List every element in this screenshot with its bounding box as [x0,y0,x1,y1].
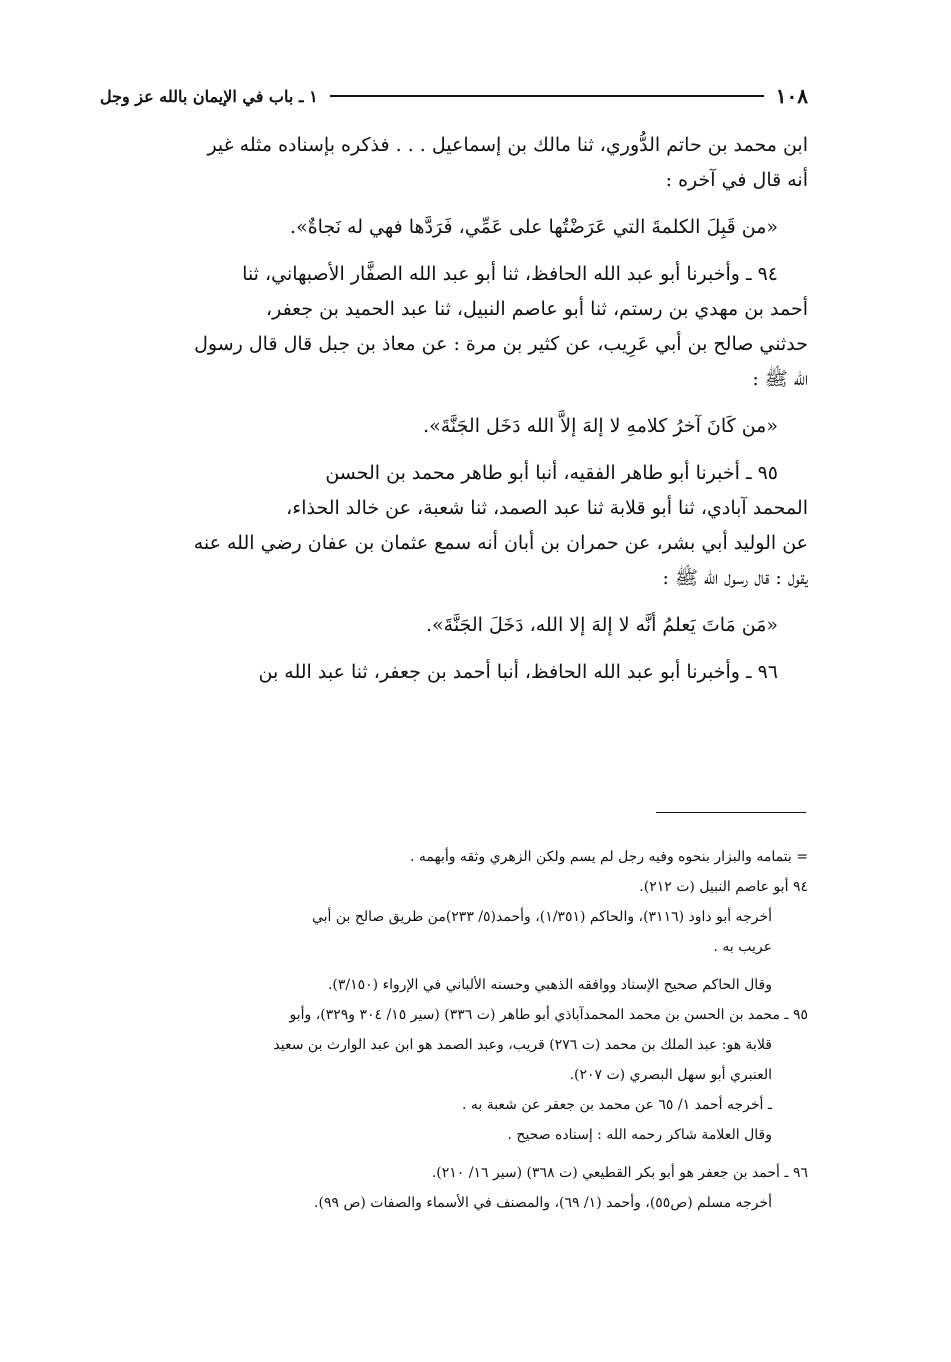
footnote-line: ـ أخرجه أحمد ١/ ٦٥ عن محمد بن جعفر عن شعبة به . [461,1097,772,1113]
header-rule [330,95,764,97]
footnotes [100,842,808,1218]
page-header [100,80,808,112]
hadith-94-start: ٩٤ ـ وأخبرنا أبو عبد الله الحافظ، ثنا أبو عبد الله الصفَّار الأصبهاني، ثنا [242,263,778,285]
footnote-line: وقال العلامة شاكر رحمه الله : إسناده صحيح . [507,1127,772,1143]
text-line: أنه قال في آخره : [665,169,808,191]
text-line: المحمد آبادي، ثنا أبو قلابة ثنا عبد الصمد، ثنا شعبة، عن خالد الحذاء، [286,497,808,519]
footnote-line: أخرجه أبو داود (٣١١٦)، والحاكم (١/٣٥١)، وأحمد(٥/ ٢٣٣)من طريق صالح بن أبي [311,909,772,925]
footnote-separator [656,812,806,813]
text-line: حدثني صالح بن أبي عَرِيب، عن كثير بن مرة : عن معاذ بن جبل قال قال رسول [194,333,808,355]
quote-line: «من قَبِلَ الكلمةَ التي عَرَضْتُها على عَمِّي، فَرَدَّها فهي له نَجاةٌ». [290,216,778,238]
quote-line: «من كَانَ آخرُ كلامهِ لا إلهَ إلاَّ الله دَخَل الجَنَّةَ». [423,415,778,437]
hadith-96-start: ٩٦ ـ وأخبرنا أبو عبد الله الحافظ، أنبا أحمد بن جعفر، ثنا عبد الله بن [258,661,778,683]
footnote-line: أخرجه مسلم (ص٥٥)، وأحمد (١/ ٦٩)، والمصنف في الأسماء والصفات (ص ٩٩). [314,1195,772,1211]
page-number: ١٠٨ [775,84,808,108]
footnote-line: قلابة هو: عبد الملك بن محمد (ت ٢٧٦) قريب، وعبد الصمد هو ابن عبد الوارث بن سعيد [273,1037,772,1053]
chapter-title: ١ ـ باب في الإيمان بالله عز وجل [100,86,318,106]
text-line: عن الوليد أبي بشر، عن حمران بن أبان أنه سمع عثمان بن عفان رضي الله عنه [193,532,808,554]
text-line: أحمد بن مهدي بن رستم، ثنا أبو عاصم النبيل، ثنا عبد الحميد بن جعفر، [265,298,808,320]
text-line: ابن محمد بن حاتم الدُّوري، ثنا مالك بن إسماعيل . . . فذكره بإسناده مثله غير [207,134,808,156]
footnote-line: = بتمامه والبزار بنحوه وفيه رجل لم يسم ولكن الزهري وثقه وأبهمه . [409,849,808,865]
text-line: يقول : قال رسول الله ﷺ : [662,567,808,589]
footnote-94-heading: ٩٤ أبو عاصم النبيل (ت ٢١٢). [639,879,808,895]
footnote-line: وقال الحاكم صحيح الإسناد ووافقه الذهبي وحسنه الألباني في الإرواء (٣/١٥٠). [327,977,772,993]
quote-line: «مَن مَاتَ يَعلمُ أنَّه لا إلهَ إلا الله، دَخَلَ الجَنَّةَ». [425,614,778,636]
footnote-line: العنبري أبو سهل البصري (ت ٢٠٧). [569,1067,772,1083]
main-text [100,128,808,690]
text-line: الله ﷺ : [752,368,808,390]
footnote-95-heading: ٩٥ ـ محمد بن الحسن بن محمد المحمدآباذي أبو طاهر (ت ٣٣٦) (سير ١٥/ ٣٠٤ و٣٢٩)، وأبو [289,1007,808,1023]
hadith-95-start: ٩٥ ـ أخبرنا أبو طاهر الفقيه، أنبا أبو طاهر محمد بن الحسن [325,462,778,484]
footnote-96-heading: ٩٦ ـ أحمد بن جعفر هو أبو بكر القطيعي (ت ٣٦٨) (سير ١٦/ ٢١٠). [431,1165,808,1181]
footnote-line: عريب به . [713,939,772,955]
